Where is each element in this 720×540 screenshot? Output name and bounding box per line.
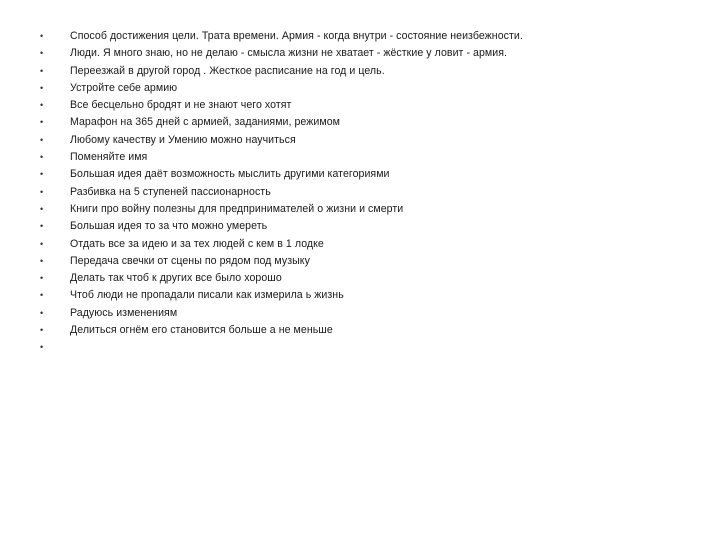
list-item bbox=[40, 63, 700, 80]
list-item bbox=[40, 97, 700, 114]
list-item-text: Любому качеству и Умению можно научиться bbox=[70, 133, 296, 146]
bullet-icon: • bbox=[40, 186, 44, 197]
bullet-icon: • bbox=[40, 273, 44, 284]
bullet-icon: • bbox=[40, 342, 44, 353]
list-item-text: Поменяйте имя bbox=[70, 151, 148, 164]
list-item-text: Чтоб люди не пропадали писали как измерила ь жизнь bbox=[70, 289, 344, 302]
list-item bbox=[40, 339, 700, 356]
bullet-icon: • bbox=[40, 255, 44, 266]
bullet-icon: • bbox=[40, 238, 44, 249]
bullet-list bbox=[40, 28, 700, 357]
list-item-text: Способ достижения цели. Трата времени. Армия - когда внутри - состояние неизбежности. bbox=[70, 30, 523, 42]
bullet-icon: • bbox=[40, 82, 44, 93]
list-item bbox=[40, 305, 700, 322]
list-item-text: Отдать все за идею и за тех людей с кем в 1 лодке bbox=[70, 237, 324, 250]
list-item-text: Большая идея то за что можно умереть bbox=[70, 220, 268, 233]
bullet-icon: • bbox=[40, 203, 44, 214]
list-item bbox=[40, 166, 700, 183]
list-item bbox=[40, 149, 700, 166]
list-item-text: Передача свечки от сцены по рядом под музыку bbox=[70, 254, 310, 267]
list-item bbox=[40, 28, 700, 45]
bullet-icon: • bbox=[40, 100, 44, 111]
list-item bbox=[40, 80, 700, 97]
bullet-icon: • bbox=[40, 65, 44, 76]
list-item-text: Люди. Я много знаю, но не делаю - смысла жизни не хватает - жёсткие у ловит - армия. bbox=[70, 47, 507, 60]
list-item bbox=[40, 132, 700, 149]
list-item-text: Делиться огнём его становится больше а не меньше bbox=[70, 324, 333, 337]
list-item-text: Большая идея даёт возможность мыслить другими категориями bbox=[70, 168, 390, 181]
list-item-text: Радуюсь изменениям bbox=[70, 306, 178, 319]
list-item-text: Устройте себе армию bbox=[70, 81, 178, 94]
list-item-text: Все бесцельно бродят и не знают чего хотят bbox=[70, 99, 292, 112]
list-item bbox=[40, 45, 700, 62]
list-item bbox=[40, 236, 700, 253]
list-item bbox=[40, 253, 700, 270]
list-item bbox=[40, 218, 700, 235]
list-item-text: Переезжай в другой город . Жесткое расписание на год и цель. bbox=[70, 64, 385, 77]
list-item-text: Книги про войну полезны для предпринимателей о жизни и смерти bbox=[70, 202, 404, 215]
list-item-text: Марафон на 365 дней с армией, заданиями, режимом bbox=[70, 116, 340, 129]
bullet-icon: • bbox=[40, 221, 44, 232]
bullet-icon: • bbox=[40, 117, 44, 128]
bullet-icon: • bbox=[40, 134, 44, 145]
list-item-text: Разбивка на 5 ступеней пассионарность bbox=[70, 185, 271, 198]
bullet-icon: • bbox=[40, 325, 44, 336]
bullet-icon: • bbox=[40, 48, 44, 59]
list-item bbox=[40, 287, 700, 304]
list-item bbox=[40, 184, 700, 201]
bullet-icon: • bbox=[40, 31, 44, 41]
bullet-icon: • bbox=[40, 307, 44, 318]
list-item bbox=[40, 322, 700, 339]
list-item bbox=[40, 114, 700, 131]
bullet-icon: • bbox=[40, 290, 44, 301]
bullet-icon: • bbox=[40, 169, 44, 180]
bullet-icon: • bbox=[40, 152, 44, 163]
list-item-text: Делать так чтоб к других все было хорошо bbox=[70, 272, 282, 285]
list-item bbox=[40, 270, 700, 287]
list-item bbox=[40, 201, 700, 218]
